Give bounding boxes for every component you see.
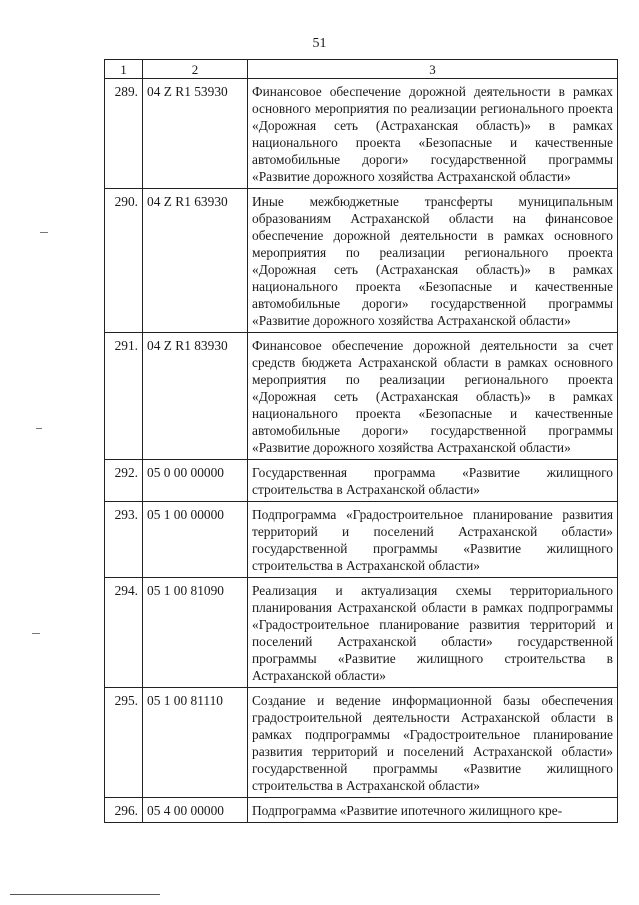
row-description: Подпрограмма «Развитие ипотечного жилищного кре-: [248, 798, 618, 823]
column-header-number: 1: [105, 60, 143, 79]
scan-margin-mark: [40, 232, 48, 233]
table-row: [105, 798, 618, 823]
row-description: Иные межбюджетные трансферты муниципальным образованиям Астраханской области на финансовое обеспечение дорожной деятельности в рамках основного мероприятия по реализации регионального проекта «Дорожная сеть (Астраханская область)» в рамках национального проекта «Безопасные и качественные автомобильные дороги» государственной программы «Развитие дорожного хозяйства Астраханской области»: [248, 189, 618, 333]
row-code: 05 0 00 00000: [143, 460, 248, 502]
table-row: [105, 502, 618, 578]
scan-margin-mark: [32, 633, 40, 634]
row-description: Финансовое обеспечение дорожной деятельности за счет средств бюджета Астраханской области в рамках основного мероприятия по реализации регионального проекта «Дорожная сеть (Астраханская область)» в рамках национального проекта «Безопасные и качественные автомобильные дороги» государственной программы «Развитие дорожного хозяйства Астраханской области»: [248, 333, 618, 460]
row-number: 289.: [105, 79, 143, 189]
table-row: [105, 688, 618, 798]
row-description: Создание и ведение информационной базы обеспечения градостроительной деятельности Астраханской области в рамках подпрограммы «Градостроительное планирование развития территорий и поселений Астраханской области» государственной программы «Развитие жилищного строительства в Астраханской области»: [248, 688, 618, 798]
row-code: 05 1 00 81110: [143, 688, 248, 798]
table-header-row: [105, 60, 618, 79]
row-code: 04 Z R1 53930: [143, 79, 248, 189]
row-description: Финансовое обеспечение дорожной деятельности в рамках основного мероприятия по реализации регионального проекта «Дорожная сеть (Астраханская область)» в рамках национального проекта «Безопасные и качественные автомобильные дороги» государственной программы «Развитие дорожного хозяйства Астраханской области»: [248, 79, 618, 189]
row-description: Государственная программа «Развитие жилищного строительства в Астраханской области»: [248, 460, 618, 502]
table-row: [105, 460, 618, 502]
scan-margin-mark: [36, 428, 42, 429]
table-row: [105, 189, 618, 333]
row-number: 291.: [105, 333, 143, 460]
row-number: 294.: [105, 578, 143, 688]
table-row: [105, 79, 618, 189]
row-number: 293.: [105, 502, 143, 578]
table-row: [105, 333, 618, 460]
row-number: 290.: [105, 189, 143, 333]
row-code: 05 1 00 00000: [143, 502, 248, 578]
footer-rule: [10, 894, 160, 895]
row-code: 05 4 00 00000: [143, 798, 248, 823]
row-number: 296.: [105, 798, 143, 823]
row-description: Подпрограмма «Градостроительное планирование развития территорий и поселений Астраханской области» государственной программы «Развитие жилищного строительства в Астраханской области»: [248, 502, 618, 578]
page-number: 51: [312, 36, 327, 51]
table-row: [105, 578, 618, 688]
row-code: 04 Z R1 83930: [143, 333, 248, 460]
row-number: 295.: [105, 688, 143, 798]
row-code: 05 1 00 81090: [143, 578, 248, 688]
row-code: 04 Z R1 63930: [143, 189, 248, 333]
row-number: 292.: [105, 460, 143, 502]
row-description: Реализация и актуализация схемы территориального планирования Астраханской области в рамках подпрограммы «Градостроительное планирование развития территорий и поселений Астраханской области» государственной программы «Развитие жилищного строительства в Астраханской области»: [248, 578, 618, 688]
budget-classification-table: [104, 59, 618, 823]
column-header-description: 3: [248, 60, 618, 79]
column-header-code: 2: [143, 60, 248, 79]
